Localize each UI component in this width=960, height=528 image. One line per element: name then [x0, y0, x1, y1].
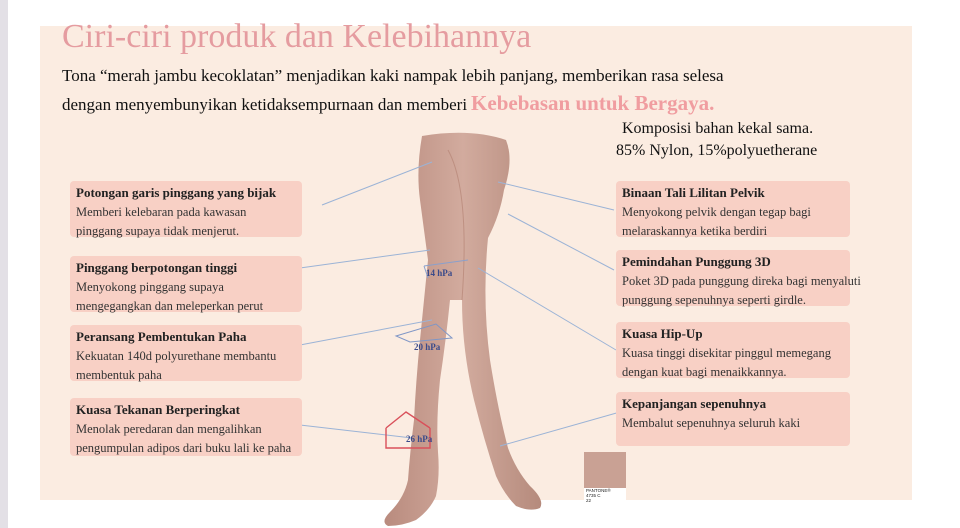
pressure-label-26: 26 hPa	[406, 434, 433, 444]
feature-card-thigh	[70, 325, 302, 381]
feature-desc: membentuk paha	[76, 368, 162, 382]
connector-line	[322, 162, 432, 205]
connector-line	[500, 412, 620, 446]
connector-line	[498, 182, 614, 210]
feature-title: Binaan Tali Lilitan Pelvik	[622, 185, 765, 200]
swatch-brand: PANTONE®	[586, 488, 611, 493]
composition-line-2: 85% Nylon, 15%polyuetherane	[616, 142, 818, 159]
feature-desc: Kuasa tinggi disekitar pinggul memegang	[622, 346, 831, 360]
connector-line	[300, 320, 432, 345]
intro-accent: Kebebasan untuk Bergaya.	[471, 91, 715, 115]
composition-line-1: Komposisi bahan kekal sama.	[622, 120, 814, 137]
intro-line-1: Tona “merah jambu kecoklatan” menjadikan kaki nampak lebih panjang, memberikan rasa selesa	[62, 66, 724, 85]
feature-desc: pengumpulan adipos dari buku lali ke paha	[76, 441, 292, 455]
connector-line	[478, 268, 616, 350]
feature-title: Pemindahan Punggung 3D	[622, 254, 771, 269]
feature-desc: Menolak peredaran dan mengalihkan	[76, 422, 262, 436]
feature-title: Kepanjangan sepenuhnya	[622, 396, 767, 411]
intro-line-2	[62, 91, 714, 116]
feature-card-3d-butt	[616, 250, 861, 307]
feature-desc: Menyokong pelvik dengan tegap bagi	[622, 205, 811, 219]
feature-card-waistline	[70, 181, 302, 237]
feature-card-high-waist	[70, 256, 302, 312]
feature-desc: melaraskannya ketika berdiri	[622, 224, 768, 238]
feature-desc: Poket 3D pada punggung direka bagi menyaluti	[622, 274, 861, 288]
color-chip	[584, 452, 626, 488]
feature-card-hip-up	[616, 322, 850, 378]
connector-line	[300, 250, 430, 268]
feature-card-pelvic	[616, 181, 850, 237]
connector-line	[508, 214, 614, 270]
feature-card-graduated-pressure	[70, 398, 302, 456]
feature-title: Potongan garis pinggang yang bijak	[76, 185, 277, 200]
feature-desc: Membalut sepenuhnya seluruh kaki	[622, 416, 801, 430]
swatch-num: 22	[586, 498, 592, 503]
feature-title: Peransang Pembentukan Paha	[76, 329, 247, 344]
leggings-shape	[384, 133, 541, 526]
feature-title: Kuasa Tekanan Berperingkat	[76, 402, 240, 417]
page-title: Ciri-ciri produk dan Kelebihannya	[62, 18, 532, 55]
feature-desc: Kekuatan 140d polyurethane membantu	[76, 349, 277, 363]
feature-desc: Menyokong pinggang supaya	[76, 280, 224, 294]
intro-line-2-text: dengan menyembunyikan ketidaksempurnaan dan memberi	[62, 95, 468, 114]
feature-desc: Memberi kelebaran pada kawasan	[76, 205, 247, 219]
feature-desc: dengan kuat bagi menaikkannya.	[622, 365, 787, 379]
swatch-code: 4735 C	[586, 493, 601, 498]
feature-desc: pinggang supaya tidak menjerut.	[76, 224, 240, 238]
pantone-swatch	[584, 452, 626, 508]
pressure-label-14: 14 hPa	[426, 268, 453, 278]
feature-title: Pinggang berpotongan tinggi	[76, 260, 238, 275]
connector-line	[300, 425, 412, 438]
feature-desc: mengegangkan dan meleperkan perut	[76, 299, 264, 313]
feature-title: Kuasa Hip-Up	[622, 326, 703, 341]
pressure-label-20: 20 hPa	[414, 342, 441, 352]
feature-desc: punggung sepenuhnya seperti girdle.	[622, 293, 806, 307]
feature-card-full-length	[616, 392, 850, 446]
